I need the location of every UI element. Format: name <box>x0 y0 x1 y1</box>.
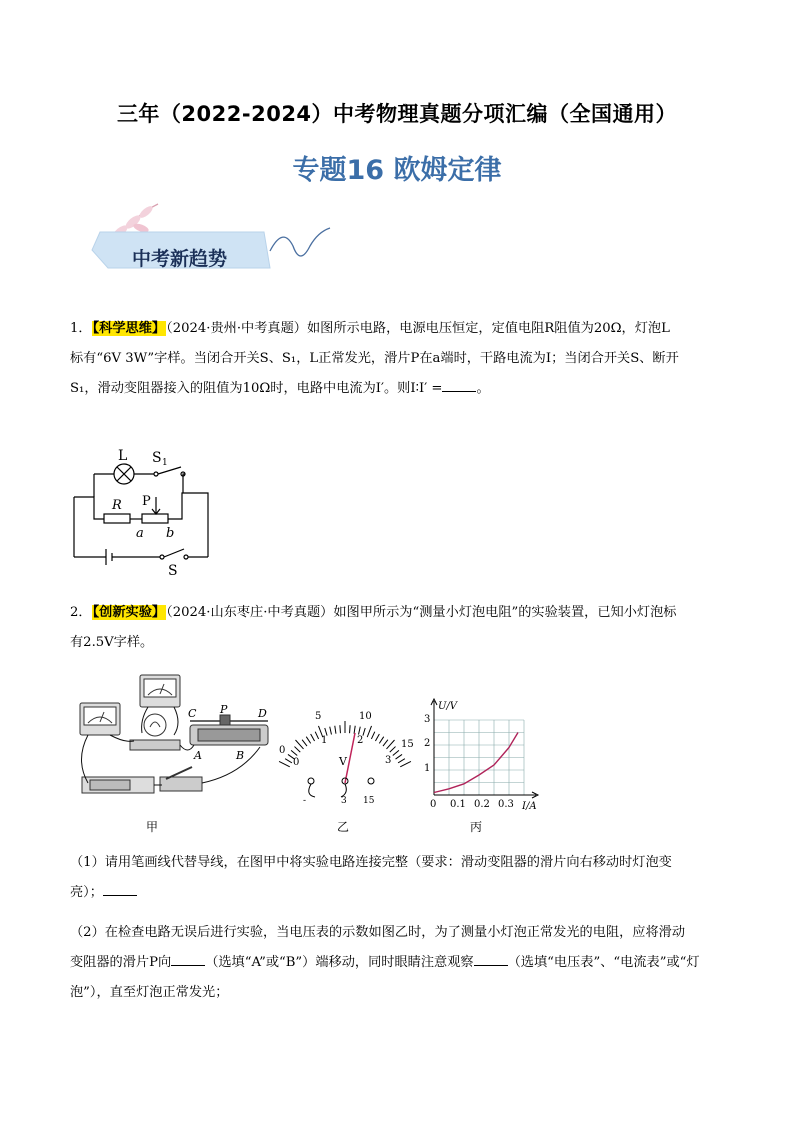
meter-top-tick-15: 15 <box>401 739 414 750</box>
meter-scale-tick <box>393 750 399 755</box>
meter-left-zero: 0 <box>279 745 286 756</box>
q2-sub2-line2b: （选填“A”或“B”）端移动，同时眼睛注意观察 <box>205 955 474 970</box>
section-badge-label: 中考新趋势 <box>132 248 228 270</box>
graph-ytick-1: 1 <box>424 763 431 774</box>
switch-s1-label: S <box>152 450 162 466</box>
end-a-label: a <box>136 526 144 541</box>
q2-line1: （2024·山东枣庄·中考真题）如图甲所示为“测量小灯泡电阻”的实验装置，已知小灯泡标 <box>166 605 677 620</box>
terminal-15: 15 <box>363 796 375 806</box>
terminal-3: 3 <box>341 796 347 806</box>
meter-top-tick-10: 10 <box>359 711 372 722</box>
meter-scale-tick <box>311 734 315 741</box>
q2-sub2 <box>70 918 730 1008</box>
q2-line2: 有2.5V字样。 <box>70 635 154 650</box>
meter-scale-tick <box>400 761 411 766</box>
q1-line3: S₁，滑动变阻器接入的阻值为10Ω时，电路中电流为I′。则I∶I′ = <box>70 381 443 396</box>
graph-ylabel: U/V <box>438 701 458 712</box>
figure-yi-caption: 乙 <box>337 820 350 834</box>
question-2 <box>70 598 730 658</box>
meter-scale-tick <box>371 732 374 739</box>
lamp-label: L <box>118 448 128 464</box>
meter-bottom-tick-1: 1 <box>321 735 328 746</box>
meter-scale-tick <box>398 759 405 763</box>
document-title: 三年（2022-2024）中考物理真题分项汇编（全国通用） <box>116 102 678 126</box>
meter-top-tick-5: 5 <box>315 711 322 722</box>
q1-number: 1． <box>70 321 92 336</box>
apparatus-c-label: C <box>188 707 197 720</box>
meter-scale-tick <box>354 726 355 734</box>
graph-xlabel: I/A <box>522 801 537 812</box>
graph-ytick-3: 3 <box>424 714 431 725</box>
meter-scale-tick <box>302 740 307 746</box>
meter-scale-tick <box>330 727 332 735</box>
q2-sub1-line1: （1）请用笔画线代替导线，在图甲中将实验电路连接完整（要求：滑动变阻器的滑片向右移动时灯泡变 <box>70 855 672 870</box>
meter-scale-tick <box>386 740 394 749</box>
resistor-r-label: R <box>112 498 122 513</box>
q2-sub1 <box>70 848 730 908</box>
meter-scale-tick <box>295 740 303 749</box>
q2-sub2-blank-1[interactable] <box>171 953 205 966</box>
q2-sub1-blank[interactable] <box>103 883 137 896</box>
meter-scale-tick <box>375 734 379 741</box>
meter-scale-tick <box>390 747 396 753</box>
meter-scale-tick <box>367 726 371 737</box>
meter-scale-tick <box>306 737 310 744</box>
meter-unit: V <box>339 755 347 768</box>
chapter-title: 专题16 欧姆定律 <box>292 155 502 186</box>
meter-scale-tick <box>315 732 318 739</box>
graph-xtick-0: 0 <box>430 799 437 810</box>
q2-sub2-line1: （2）在检查电路无误后进行实验，当电压表的示数如图乙时，为了测量小灯泡正常发光的电阻，应将滑动 <box>70 925 686 940</box>
q1-circuit-diagram <box>66 445 226 580</box>
q2-sub2-line2a: 变阻器的滑片P向 <box>70 955 172 970</box>
graph-xtick-0.3: 0.3 <box>498 799 514 810</box>
terminal-minus: - <box>303 796 307 806</box>
meter-scale-tick <box>294 747 300 753</box>
apparatus-b-label: B <box>236 749 245 762</box>
apparatus-figure <box>70 665 275 810</box>
slider-p-label: P <box>142 494 151 509</box>
meter-scale-tick <box>350 725 351 733</box>
ui-curve <box>434 733 518 793</box>
meter-scale-tick <box>279 761 290 766</box>
q1-line3-end: 。 <box>476 381 490 396</box>
q2-sub2-line3: 泡”），直至灯泡正常发光； <box>70 985 229 1000</box>
q2-tag: 【创新实验】 <box>92 605 166 620</box>
q2-number: 2． <box>70 605 92 620</box>
meter-bottom-tick-3: 3 <box>385 755 392 766</box>
apparatus-p-label: P <box>220 703 228 716</box>
graph-xtick-0.1: 0.1 <box>450 799 466 810</box>
graph-xtick-0.2: 0.2 <box>474 799 490 810</box>
apparatus-a-label: A <box>194 749 202 762</box>
end-b-label: b <box>166 526 175 541</box>
graph-ytick-2: 2 <box>424 738 431 749</box>
q1-tag: 【科学思维】 <box>92 321 166 336</box>
q2-sub2-blank-2[interactable] <box>474 953 508 966</box>
meter-scale-tick <box>379 737 383 744</box>
figure-bing-caption: 丙 <box>470 820 483 834</box>
meter-scale-tick <box>291 750 297 755</box>
meter-scale-tick <box>335 726 336 734</box>
meter-scale-tick <box>285 759 292 763</box>
meter-scale-tick <box>396 754 403 759</box>
switch-s1-subscript: 1 <box>162 458 168 468</box>
q1-line1: （2024·贵州·中考真题）如图所示电路，电源电压恒定，定值电阻R阻值为20Ω，灯泡L <box>166 321 670 336</box>
q2-sub2-line2c: （选填“电压表”、“电流表”或“灯 <box>507 955 700 970</box>
meter-scale-tick <box>383 740 388 746</box>
meter-scale-tick <box>359 727 361 735</box>
wave-decoration-icon <box>270 228 330 256</box>
voltmeter-figure <box>275 705 415 815</box>
meter-scale-tick <box>340 725 341 733</box>
apparatus-d-label: D <box>258 707 267 720</box>
q1-line2: 标有“6V 3W”字样。当闭合开关S、S₁，L正常发光，滑片P在a端时，干路电流为I；当闭合开关S、断开 <box>70 351 679 366</box>
switch-s-label: S <box>168 563 178 579</box>
figure-jia-caption: 甲 <box>146 820 159 834</box>
meter-bottom-tick-2: 2 <box>357 735 364 746</box>
question-1 <box>70 314 730 404</box>
q1-answer-blank[interactable] <box>442 379 476 392</box>
ui-graph <box>418 695 548 815</box>
meter-bottom-tick-0: 0 <box>293 757 300 768</box>
q2-sub1-line2: 亮）； <box>70 885 103 900</box>
